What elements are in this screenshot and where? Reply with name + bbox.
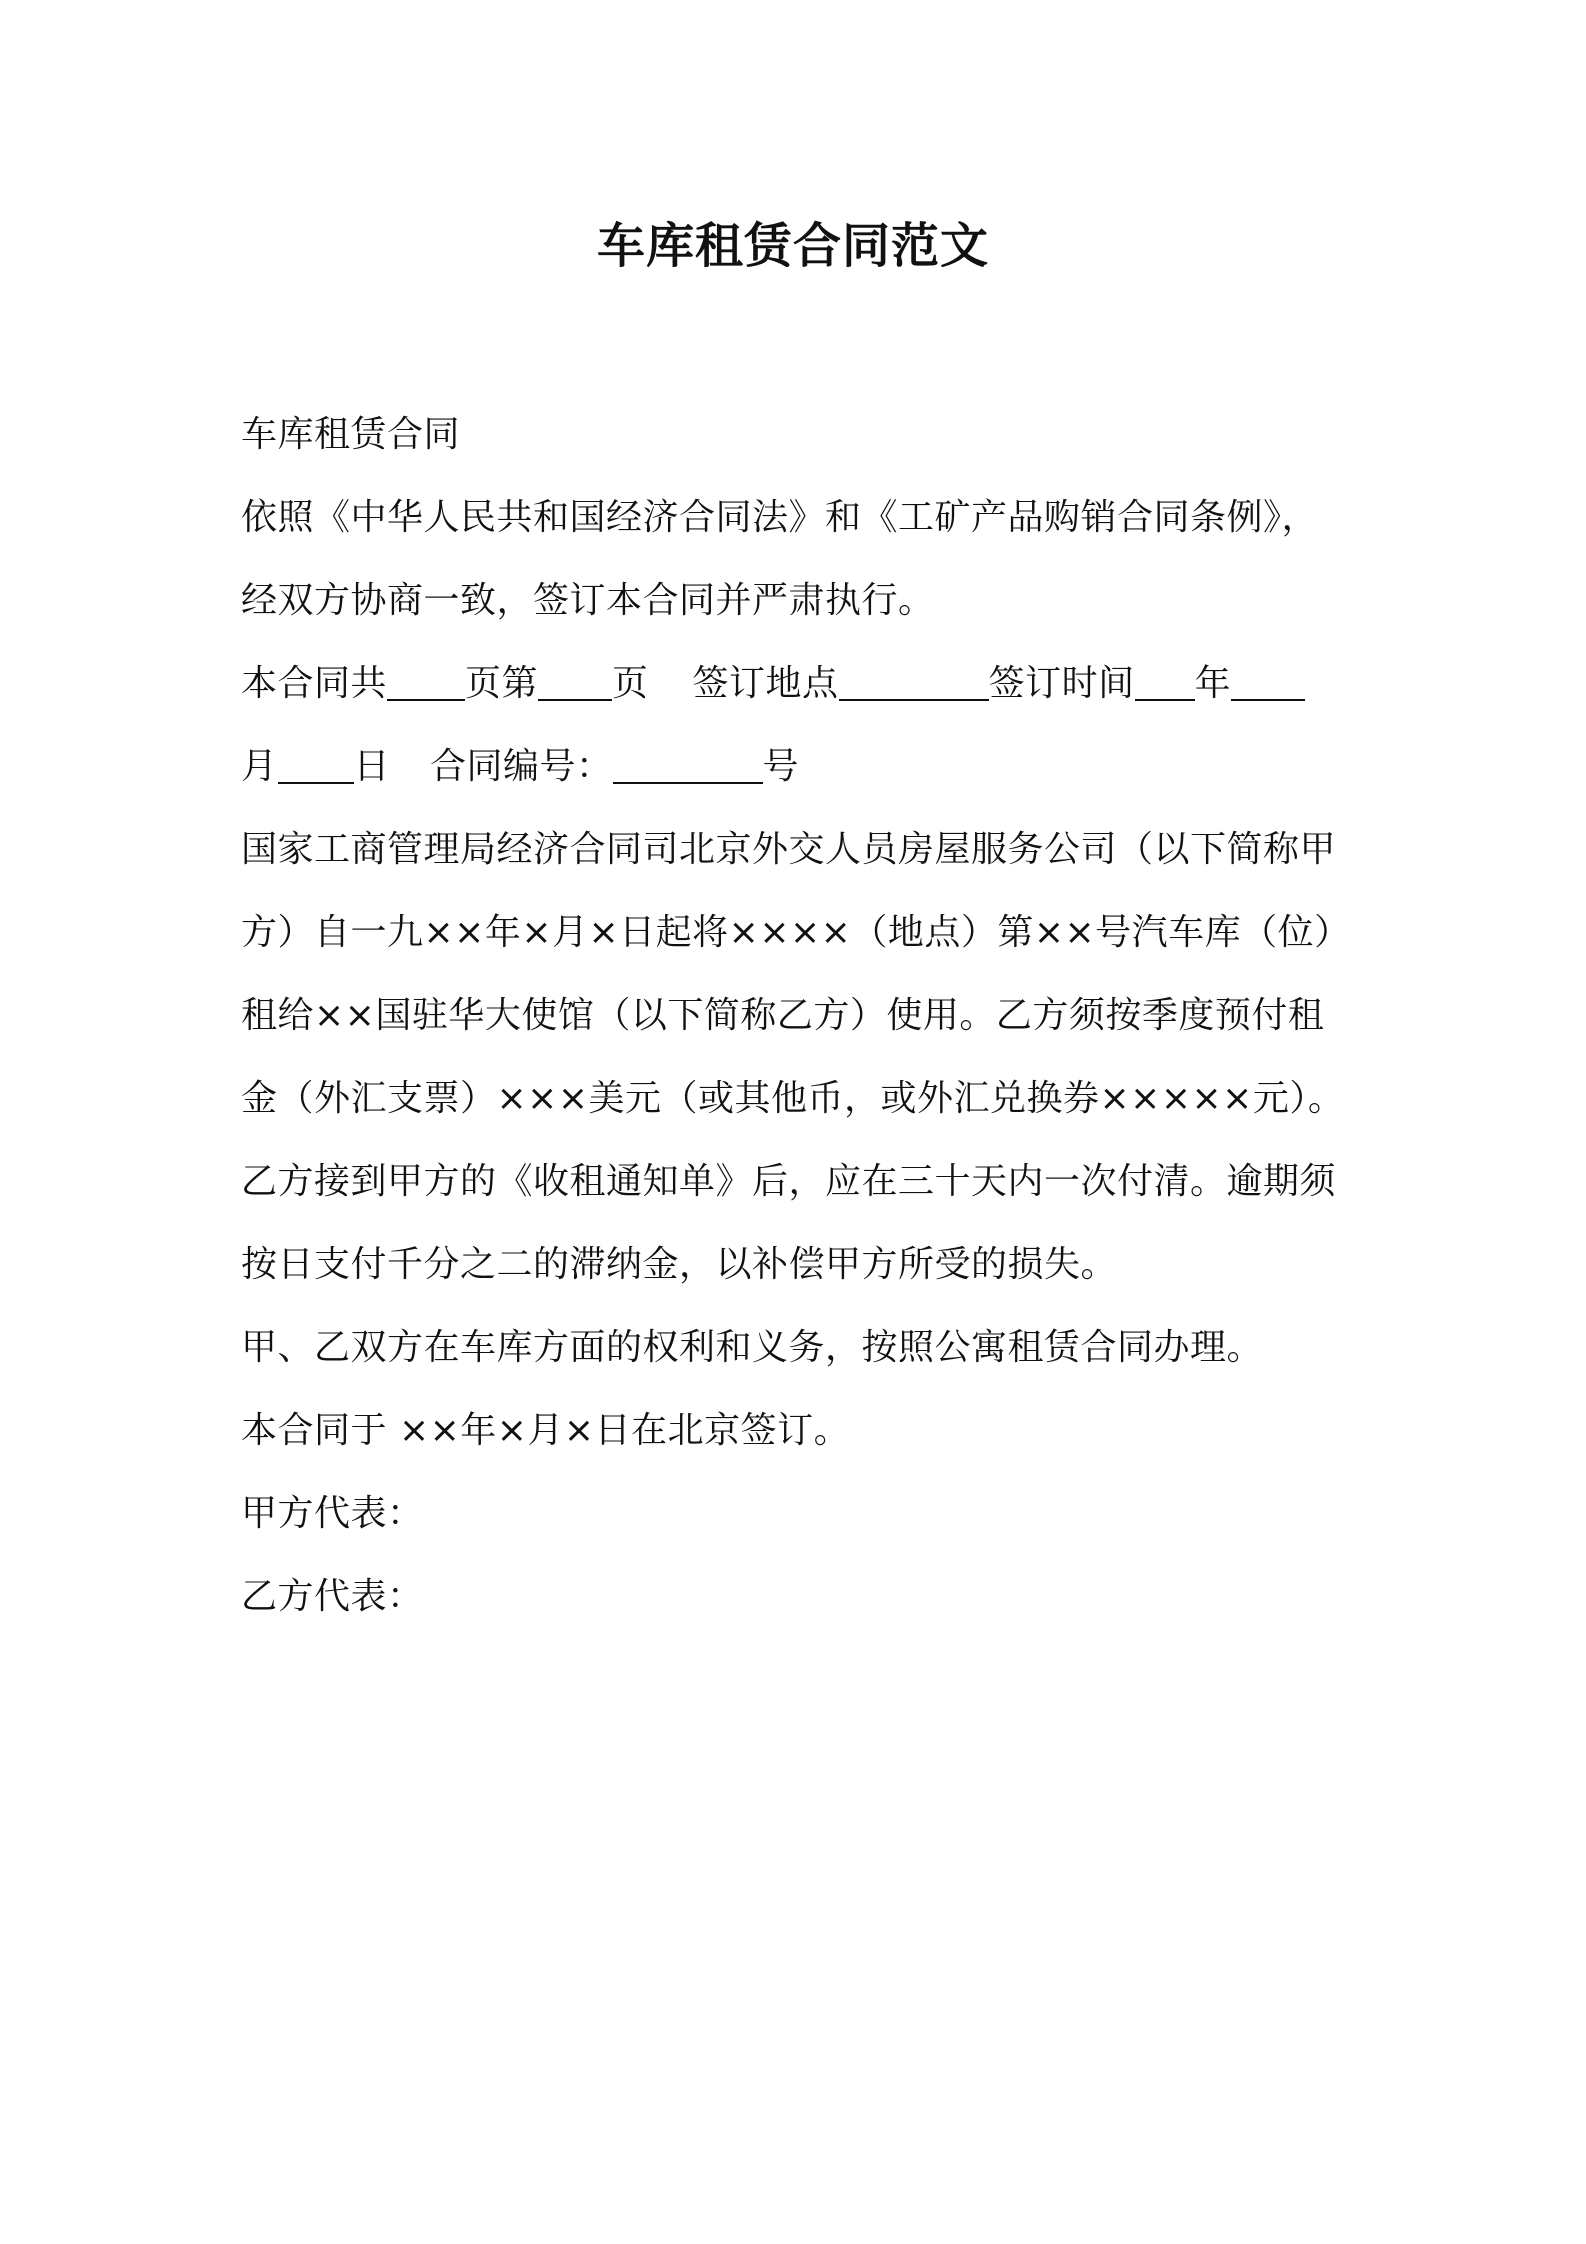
sign-time-label: 签订时间 (988, 663, 1135, 704)
sign-place-blank (839, 663, 989, 701)
contract-meta-line-2 (241, 742, 1361, 792)
body-line: 方）自一九××年×月×日起将××××（地点）第××号汽车库（位） (241, 912, 1351, 953)
page-suffix-label: 页 (612, 663, 649, 704)
body-line: 租给××国驻华大使馆（以下简称乙方）使用。乙方须按季度预付租 (241, 995, 1325, 1036)
sign-year-blank (1135, 663, 1195, 701)
page-number-label: 页第 (465, 663, 539, 704)
sign-month-blank (1231, 663, 1305, 701)
document-title: 车库租赁合同范文 (596, 218, 989, 274)
body-line: 本合同于 ××年×月×日在北京签订。 (241, 1410, 851, 1451)
total-pages-blank (387, 663, 465, 701)
total-pages-label: 本合同共 (241, 663, 388, 704)
party-a-signature: 甲方代表： (241, 1493, 424, 1534)
year-label: 年 (1194, 663, 1232, 704)
contract-meta-line-1 (241, 659, 1361, 709)
intro-line-1: 依照《中华人民共和国经济合同法》和《工矿产品购销合同条例》， (241, 497, 1319, 538)
contract-heading: 车库租赁合同 (241, 414, 461, 455)
page-number-blank (538, 663, 612, 701)
sign-place-label: 签订地点 (692, 663, 839, 704)
number-suffix-label: 号 (762, 746, 800, 787)
day-label: 日 (353, 746, 391, 787)
sign-day-blank (278, 746, 354, 784)
body-line: 乙方接到甲方的《收租通知单》后，应在三十天内一次付清。逾期须 (241, 1161, 1337, 1202)
body-line: 金（外汇支票）×××美元（或其他币，或外汇兑换券×××××元）。 (241, 1078, 1345, 1119)
body-line: 国家工商管理局经济合同司北京外交人员房屋服务公司（以下简称甲 (241, 829, 1337, 870)
intro-line-2: 经双方协商一致，签订本合同并严肃执行。 (241, 580, 935, 621)
body-line: 甲、乙双方在车库方面的权利和义务，按照公寓租赁合同办理。 (241, 1327, 1264, 1368)
month-label: 月 (241, 746, 278, 787)
contract-number-blank (613, 746, 763, 784)
contract-number-label: 合同编号： (430, 746, 613, 787)
body-line: 按日支付千分之二的滞纳金，以补偿甲方所受的损失。 (241, 1244, 1118, 1285)
party-b-signature: 乙方代表： (241, 1576, 424, 1617)
